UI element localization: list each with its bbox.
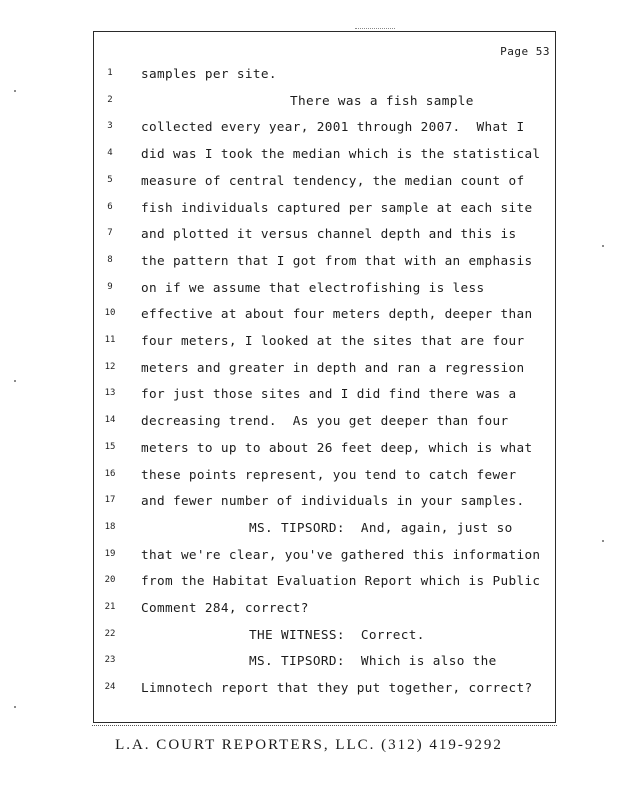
court-reporter-footer: L.A. COURT REPORTERS, LLC. (312) 419-9292 [115,737,503,753]
transcript-line-text: THE WITNESS: Correct. [249,626,425,642]
transcript-line-text: samples per site. [141,66,277,81]
transcript-line-text: MS. TIPSORD: And, again, just so [249,519,513,535]
line-number: 18 [104,521,116,532]
transcript-page-frame [93,31,556,723]
line-number: 5 [107,174,113,185]
transcript-line-text: that we're clear, you've gathered this information [141,546,541,562]
line-number: 23 [104,655,116,666]
line-number: 6 [107,201,113,212]
line-number: 20 [104,575,116,586]
transcript-line-text: and plotted it versus channel depth and this is [141,226,517,242]
line-number: 17 [104,495,116,506]
line-number: 15 [104,441,116,452]
line-number: 16 [104,468,116,479]
line-number: 1 [107,68,113,78]
transcript-line-text: the pattern that I got from that with an emphasis [141,252,533,268]
line-number: 9 [107,281,113,292]
transcript-line-text: Comment 284, correct? [141,600,309,615]
transcript-line-text: did was I took the median which is the statistical [141,146,541,162]
scan-mark [355,28,395,30]
line-number: 3 [107,121,113,132]
line-number: 21 [104,602,116,612]
line-number: 8 [107,254,113,265]
transcript-line-text: meters to up to about 26 feet deep, which is what [141,439,533,455]
page-number: Page 53 [500,45,550,58]
line-number: 4 [107,148,113,159]
line-number: 11 [104,335,116,345]
margin-mark [14,380,16,382]
line-number: 13 [104,388,116,399]
margin-mark [602,245,604,247]
line-number: 14 [104,415,116,426]
transcript-line-text: measure of central tendency, the median count of [141,172,525,188]
margin-mark [14,90,16,92]
transcript-line-text: for just those sites and I did find there was a [141,386,517,402]
transcript-line-text: four meters, I looked at the sites that are four [141,333,525,348]
transcript-line-text: collected every year, 2001 through 2007. What I [141,119,525,135]
transcript-line-text: effective at about four meters depth, deeper than [141,306,533,322]
line-number: 24 [104,682,116,693]
margin-mark [14,706,16,708]
line-number: 22 [104,628,116,639]
line-number: 12 [104,361,116,372]
transcript-line-text: and fewer number of individuals in your samples. [141,493,525,509]
line-number: 10 [104,308,116,319]
transcript-line-text: on if we assume that electrofishing is less [141,279,485,295]
line-number: 7 [107,228,113,239]
transcript-line-text: There was a fish sample [290,92,474,108]
transcript-line-text: from the Habitat Evaluation Report which is Public [141,573,541,589]
transcript-line-text: Limnotech report that they put together, correct? [141,680,533,696]
transcript-line-text: MS. TIPSORD: Which is also the [249,653,497,669]
line-number: 2 [107,94,113,105]
transcript-line-text: meters and greater in depth and ran a regression [141,359,525,375]
transcript-line-text: fish individuals captured per sample at each site [141,199,533,215]
transcript-line-text: these points represent, you tend to catch fewer [141,466,517,482]
line-number: 19 [104,548,116,559]
margin-mark [602,540,604,542]
transcript-line-text: decreasing trend. As you get deeper than four [141,413,509,429]
